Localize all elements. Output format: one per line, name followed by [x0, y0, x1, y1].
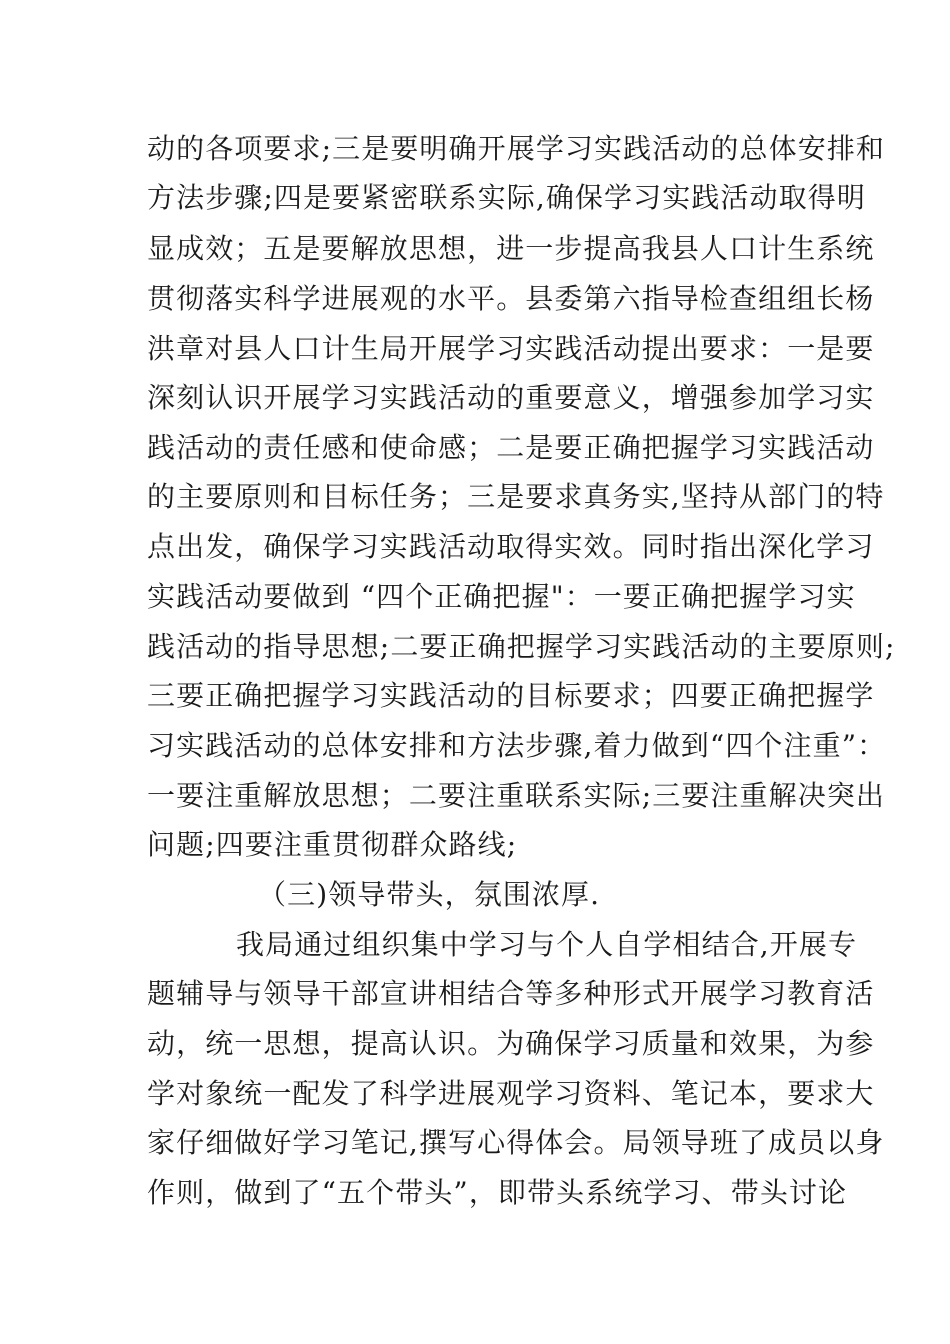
text-line: 践活动的指导思想;二要正确把握学习实践活动的主要原则;: [147, 630, 896, 663]
text-line: 方法步骤;四是要紧密联系实际,确保学习实践活动取得明: [147, 181, 866, 214]
text-line: 深刻认识开展学习实践活动的重要意义，增强参加学习实: [147, 381, 875, 414]
text-line: 家仔细做好学习笔记,撰写心得体会。局领导班了成员以身: [147, 1126, 885, 1159]
text-line: 实践活动要做到 “四个正确把握"：一要正确把握学习实: [147, 580, 856, 613]
text-line: 题辅导与领导干部宣讲相结合等多种形式开展学习教育活: [147, 977, 875, 1010]
paragraph-first-line: 我局通过组织集中学习与个人自学相结合,开展专: [236, 928, 858, 961]
text-line: 动的各项要求;三是要明确开展学习实践活动的总体安排和: [147, 132, 886, 165]
text-line: 的主要原则和目标任务；三是要求真务实,坚持从部门的特: [147, 480, 885, 513]
text-line: 洪章对县人口计生局开展学习实践活动提出要求：一是要: [147, 332, 875, 365]
text-line: 作则，做到了“五个带头”，即带头系统学习、带头讨论: [147, 1176, 848, 1209]
text-line: 习实践活动的总体安排和方法步骤,着力做到“四个注重”：: [147, 729, 887, 762]
text-line: 动，统一思想，提高认识。为确保学习质量和效果，为参: [147, 1027, 875, 1060]
text-line: 点出发，确保学习实践活动取得实效。同时指出深化学习: [147, 530, 875, 563]
text-line: 贯彻落实科学进展观的水平。县委第六指导检查组组长杨: [147, 282, 875, 315]
text-line: 践活动的责任感和使命感；二是要正确把握学习实践活动: [147, 431, 875, 464]
text-line: 学对象统一配发了科学进展观学习资料、笔记本，要求大: [147, 1077, 875, 1110]
text-line: 一要注重解放思想；二要注重联系实际;三要注重解决突出: [147, 779, 886, 812]
text-line: 显成效；五是要解放思想，进一步提高我县人口计生系统: [147, 232, 875, 265]
text-line: 问题;四要注重贯彻群众路线;: [147, 828, 518, 861]
text-line: 三要正确把握学习实践活动的目标要求；四要正确把握学: [147, 679, 875, 712]
section-heading: （三)领导带头，氛围浓厚.: [258, 878, 601, 911]
